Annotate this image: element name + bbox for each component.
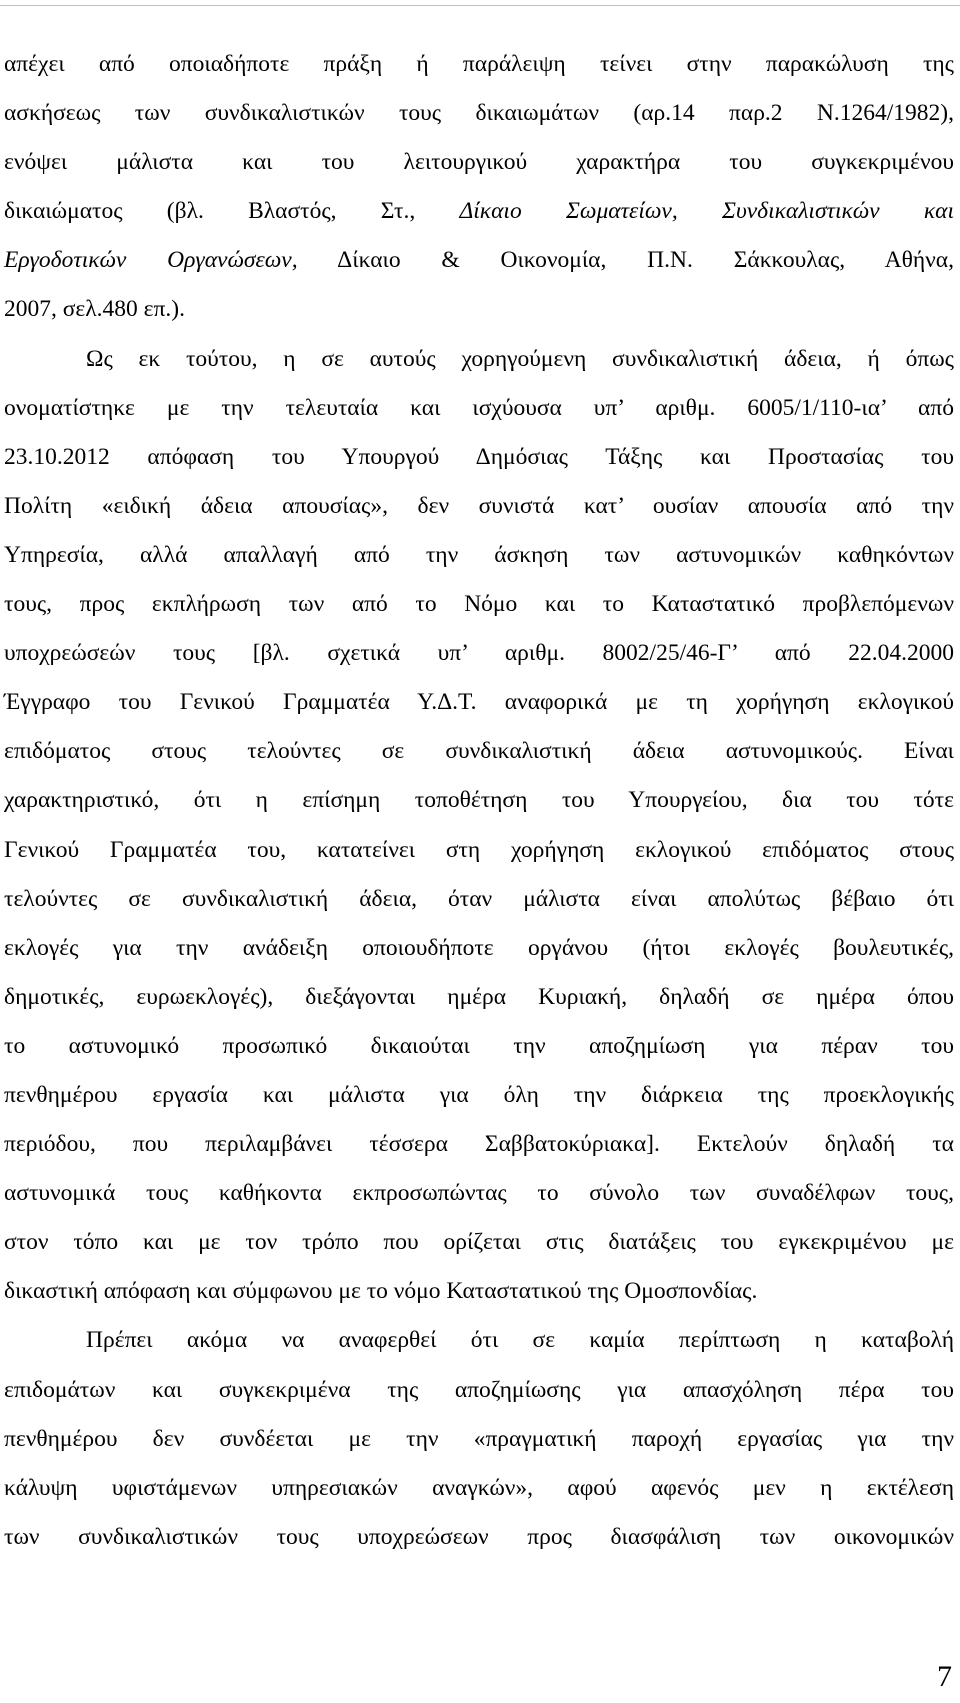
- text-line: τους, προς εκπλήρωση των από το Νόμο και το Καταστατικό προβλεπόμενων: [4, 591, 954, 618]
- text-line: [4, 191, 954, 240]
- text-line: Έγγραφο του Γενικού Γραμματέα Υ.Δ.Τ. αναφορικά με τη χορήγηση εκλογικού: [4, 689, 954, 716]
- text-line: ενόψει μάλιστα και του λειτουργικού χαρακτήρα του συγκεκριμένου: [4, 149, 954, 176]
- text-line: Ως εκ τούτου, η σε αυτούς χορηγούμενη συνδικαλιστική άδεια, ή όπως: [86, 345, 954, 372]
- text-line: δημοτικές, ευρωεκλογές), διεξάγονται ημέρα Κυριακή, δηλαδή σε ημέρα όπου: [4, 983, 954, 1010]
- text-line: Πολίτη «ειδική άδεια απουσίας», δεν συνιστά κατ’ ουσίαν απουσία από την: [4, 492, 954, 519]
- citation-title: Δίκαιο Σωματείων, Συνδικαλιστικών και: [459, 198, 954, 225]
- text-line: επιδόματος στους τελούντες σε συνδικαλιστική άδεια αστυνομικούς. Είναι: [4, 738, 954, 765]
- text-line: περιόδου, που περιλαμβάνει τέσσερα Σαββατοκύριακα]. Εκτελούν δηλαδή τα: [4, 1131, 954, 1158]
- text-line: απέχει από οποιαδήποτε πράξη ή παράλειψη τείνει στην παρακώλυση της: [4, 51, 954, 77]
- page-number: 7: [937, 1660, 952, 1693]
- text-line: πενθημέρου εργασία και μάλιστα για όλη την διάρκεια της προεκλογικής: [4, 1081, 954, 1108]
- text-line: επιδομάτων και συγκεκριμένα της αποζημίωσης για απασχόληση πέρα του: [4, 1376, 954, 1403]
- text-line: ασκήσεως των συνδικαλιστικών τους δικαιωμάτων (αρ.14 παρ.2 Ν.1264/1982),: [4, 100, 954, 127]
- text-line: 2007, σελ.480 επ.).: [4, 296, 185, 323]
- text-line: υποχρεώσεών τους [βλ. σχετικά υπ’ αριθμ. 8002/25/46-Γ’ από 22.04.2000: [4, 640, 954, 667]
- text-line: Πρέπει ακόμα να αναφερθεί ότι σε καμία περίπτωση η καταβολή: [86, 1327, 954, 1354]
- text-line: στον τόπο και με τον τρόπο που ορίζεται στις διατάξεις του εγκεκριμένου με: [4, 1229, 954, 1256]
- text-line: [4, 240, 954, 289]
- text-segment: Δίκαιο & Οικονομία, Π.Ν. Σάκκουλας, Αθήνα,: [297, 247, 954, 274]
- paragraph-1: [4, 44, 954, 339]
- text-line: 23.10.2012 απόφαση του Υπουργού Δημόσιας Τάξης και Προστασίας του: [4, 443, 954, 470]
- text-line: χαρακτηριστικό, ότι η επίσημη τοποθέτηση του Υπουργείου, δια του τότε: [4, 787, 954, 814]
- text-line: Γενικού Γραμματέα του, κατατείνει στη χορήγηση εκλογικού επιδόματος στους: [4, 836, 954, 863]
- paragraph-3: [4, 1320, 954, 1565]
- text-line: δικαστική απόφαση και σύμφωνου με το νόμο Καταστατικού της Ομοσπονδίας.: [4, 1278, 758, 1305]
- citation-title: Εργοδοτικών Οργανώσεων,: [4, 247, 298, 274]
- paragraph-2: [4, 339, 954, 1321]
- text-line: αστυνομικά τους καθήκοντα εκπροσωπώντας το σύνολο των συναδέλφων τους,: [4, 1180, 954, 1207]
- text-segment: δικαιώματος (βλ. Βλαστός, Στ.,: [4, 198, 460, 225]
- text-line: πενθημέρου δεν συνδέεται με την «πραγματική παροχή εργασίας για την: [4, 1425, 954, 1452]
- text-line: τελούντες σε συνδικαλιστική άδεια, όταν μάλιστα είναι απολύτως βέβαιο ότι: [4, 885, 954, 912]
- text-line: το αστυνομικό προσωπικό δικαιούται την αποζημίωση για πέραν του: [4, 1032, 954, 1059]
- text-line: Υπηρεσία, αλλά απαλλαγή από την άσκηση των αστυνομικών καθηκόντων: [4, 541, 954, 568]
- text-line: ονοματίστηκε με την τελευταία και ισχύουσα υπ’ αριθμ. 6005/1/110-ια’ από: [4, 394, 954, 421]
- text-line: εκλογές για την ανάδειξη οποιουδήποτε οργάνου (ήτοι εκλογές βουλευτικές,: [4, 934, 954, 961]
- document-page: [4, 44, 954, 1566]
- text-line: των συνδικαλιστικών τους υποχρεώσεων προς διασφάλιση των οικονομικών: [4, 1523, 954, 1550]
- text-line: κάλυψη υφιστάμενων υπηρεσιακών αναγκών», αφού αφενός μεν η εκτέλεση: [4, 1474, 954, 1501]
- header-rule: [0, 5, 960, 6]
